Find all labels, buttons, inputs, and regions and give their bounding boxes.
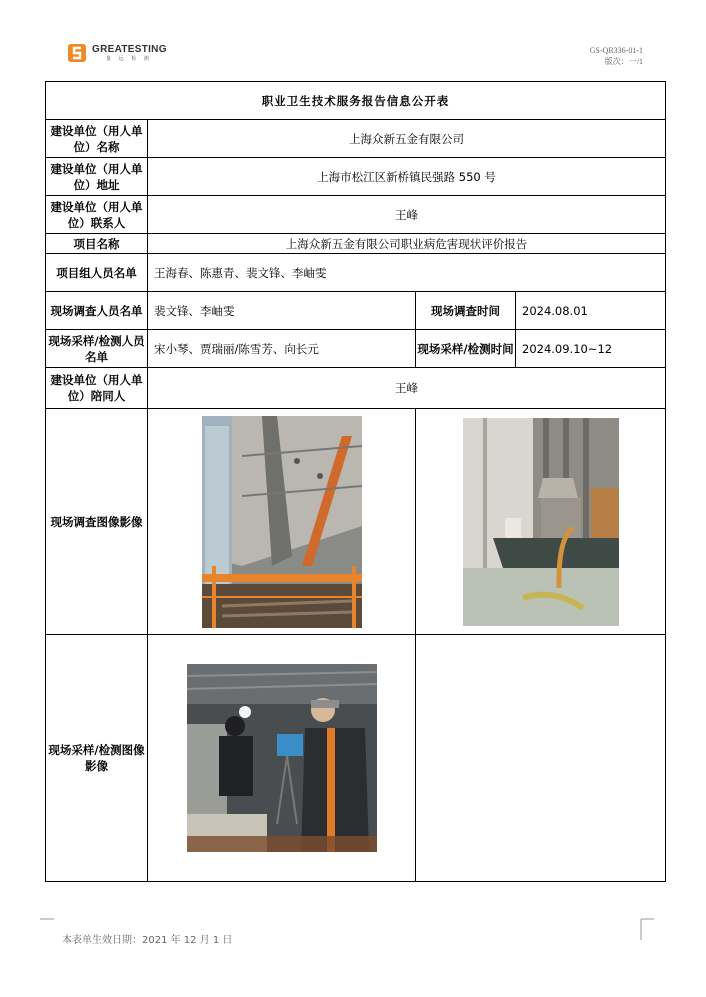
doc-number-block [590,45,643,67]
sampling-time-label: 现场采样/检测时间 [416,330,516,368]
crop-mark-bottom-left-icon [40,918,54,940]
sampling-images-label: 现场采样/检测图像影像 [46,634,148,881]
sampling-photo-cell-1 [148,634,416,881]
project-members-value: 王海春、陈惠青、裴文锋、李岫雯 [148,254,666,292]
doc-version: 版次：一/1 [604,57,643,66]
logo-mark-icon [68,44,88,62]
unit-name-value: 上海众新五金有限公司 [148,120,666,158]
survey-photo-drain [463,418,619,626]
survey-photo-cell-1 [148,409,416,634]
survey-staff-label: 现场调查人员名单 [46,292,148,330]
survey-photo-ceiling [202,416,362,628]
doc-code: GS-QR336-01-1 [589,46,643,55]
info-disclosure-table [45,81,666,882]
crop-mark-bottom-right-icon [640,918,654,940]
survey-time-value: 2024.08.01 [516,292,666,330]
unit-name-label: 建设单位（用人单位）名称 [46,120,148,158]
survey-images-label: 现场调查图像影像 [46,409,148,634]
unit-address-label: 建设单位（用人单位）地址 [46,158,148,196]
survey-time-label: 现场调查时间 [416,292,516,330]
logo-brand-text: GREATESTING [92,43,167,55]
project-name-value: 上海众新五金有限公司职业病危害现状评价报告 [148,234,666,254]
project-name-label: 项目名称 [46,234,148,254]
sampling-time-value: 2024.09.10~12 [516,330,666,368]
unit-address-value: 上海市松江区新桥镇民强路 550 号 [148,158,666,196]
sampling-photo-cell-2-empty [416,634,666,881]
effective-date: 本表单生效日期：2021 年 12 月 1 日 [62,935,233,946]
project-members-label: 项目组人员名单 [46,254,148,292]
accompany-value: 王峰 [148,368,666,409]
company-logo [68,44,167,62]
logo-sub-text: 量 远 检 测 [106,55,152,62]
sampling-photo-workers [187,664,377,852]
survey-staff-value: 裴文锋、李岫雯 [148,292,416,330]
unit-contact-value: 王峰 [148,196,666,234]
accompany-label: 建设单位（用人单位）陪同人 [46,368,148,409]
sampling-staff-value: 宋小琴、贾瑞丽/陈雪芳、向长元 [148,330,416,368]
sampling-staff-label: 现场采样/检测人员名单 [46,330,148,368]
unit-contact-label: 建设单位（用人单位）联系人 [46,196,148,234]
page-title: 职业卫生技术服务报告信息公开表 [46,82,666,120]
survey-photo-cell-2 [416,409,666,634]
